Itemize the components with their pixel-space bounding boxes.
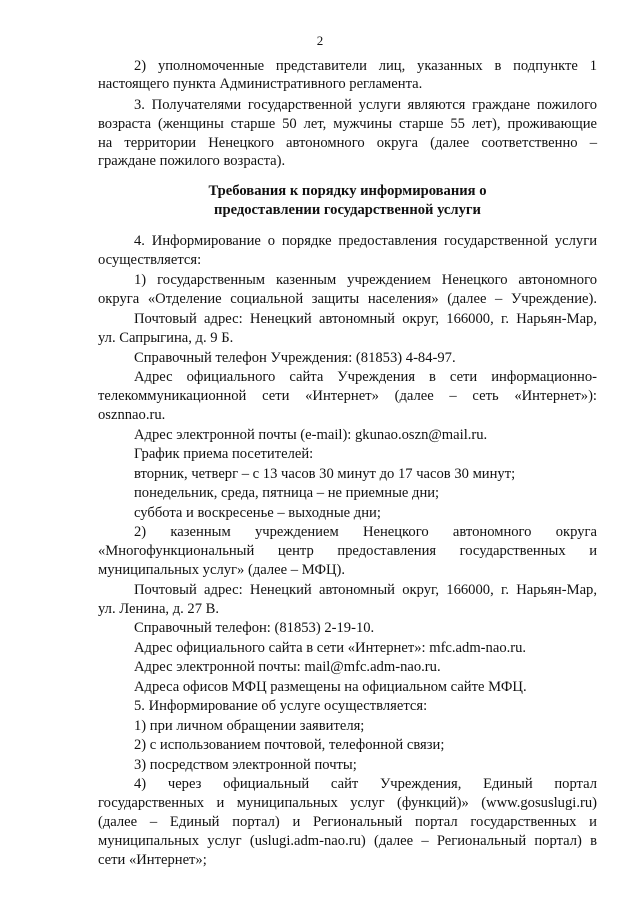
text-line: Справочный телефон Учреждения: (81853) 4-84-97. [134, 350, 456, 366]
text-line: настоящего пункта Административного регламента. [98, 76, 423, 92]
text-line: граждане пожилого возраста). [98, 153, 286, 169]
text-line: 1) при личном обращении заявителя; [134, 718, 365, 734]
page-number: 2 [316, 33, 324, 48]
text-line: 2) казенным учреждением Ненецкого автономного округа [134, 524, 597, 540]
text-line: осуществляется: [98, 252, 202, 268]
text-line: Адрес официального сайта в сети «Интернет»: mfc.adm-nao.ru. [134, 640, 527, 656]
text-line: 3. Получателями государственной услуги являются граждане пожилого [134, 97, 597, 113]
text-line: Адреса офисов МФЦ размещены на официальном сайте МФЦ. [134, 679, 527, 695]
text-line: понедельник, среда, пятница – не приемные дни; [134, 485, 440, 501]
text-line: 2) уполномоченные представители лиц, указанных в подпункте 1 [134, 58, 597, 74]
text-line: График приема посетителей: [134, 446, 314, 462]
text-line: 1) государственным казенным учреждением Ненецкого автономного [134, 272, 597, 288]
text-line: государственных и муниципальных услуг (функций)» (www.gosuslugi.ru) [98, 795, 597, 811]
section-heading-line: Требования к порядку информирования о [208, 183, 487, 199]
text-line: Справочный телефон: (81853) 2-19-10. [134, 620, 375, 636]
text-line: сети «Интернет»; [98, 852, 207, 868]
text-line: osznnao.ru. [98, 407, 166, 423]
text-line: 3) посредством электронной почты; [134, 757, 357, 773]
text-line: Почтовый адрес: Ненецкий автономный округ, 166000, г. Нарьян-Мар, [134, 582, 597, 598]
text-line: 4) через официальный сайт Учреждения, Единый портал [134, 776, 597, 792]
text-line: (далее – Единый портал) и Региональный портал государственных и [98, 814, 597, 830]
text-line: муниципальных услуг» (далее – МФЦ). [98, 562, 346, 578]
text-line: «Многофункциональный центр предоставления государственных и [98, 543, 597, 559]
text-line: суббота и воскресенье – выходные дни; [134, 505, 381, 521]
text-line: на территории Ненецкого автономного округа (далее соответственно – [98, 135, 597, 151]
text-line: 4. Информирование о порядке предоставления государственной услуги [134, 233, 597, 249]
text-line: Адрес электронной почты (e-mail): gkunao.oszn@mail.ru. [134, 427, 488, 443]
text-line: округа «Отделение социальной защиты населения» (далее – Учреждение). [98, 291, 597, 307]
text-line: возраста (женщины старше 50 лет, мужчины старше 55 лет), проживающие [98, 116, 597, 132]
text-line: 2) с использованием почтовой, телефонной связи; [134, 737, 445, 753]
text-line: ул. Сапрыгина, д. 9 Б. [98, 330, 234, 346]
text-line: вторник, четверг – с 13 часов 30 минут до 17 часов 30 минут; [134, 466, 516, 482]
section-heading-line: предоставлении государственной услуги [214, 202, 481, 218]
text-line: телекоммуникационной сети «Интернет» (далее – сеть «Интернет»): [98, 388, 597, 404]
text-line: Адрес электронной почты: mail@mfc.adm-nao.ru. [134, 659, 441, 675]
text-line: ул. Ленина, д. 27 В. [98, 601, 220, 617]
text-line: Адрес официального сайта Учреждения в сети информационно- [134, 369, 597, 385]
text-line: 5. Информирование об услуге осуществляется: [134, 698, 428, 714]
text-line: муниципальных услуг (uslugi.adm-nao.ru) (далее – Региональный портал) в [98, 833, 597, 849]
text-line: Почтовый адрес: Ненецкий автономный округ, 166000, г. Нарьян-Мар, [134, 311, 597, 327]
